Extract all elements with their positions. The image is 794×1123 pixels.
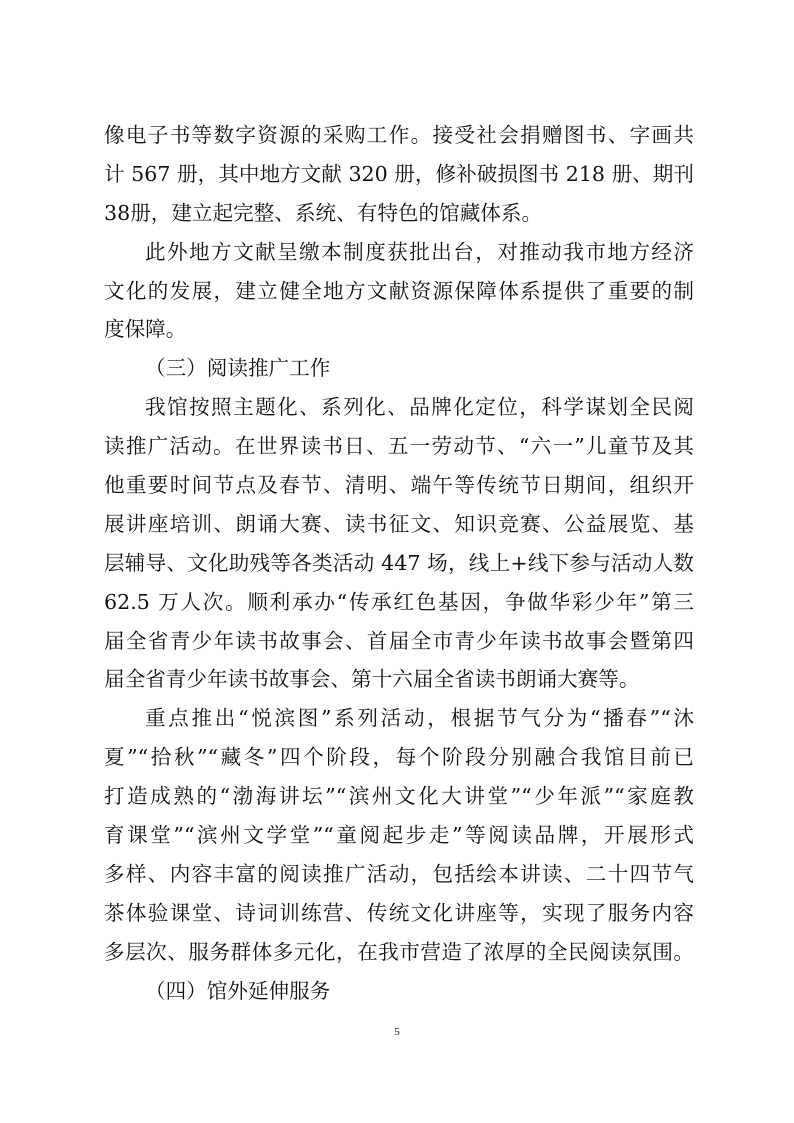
body-line: 多样、内容丰富的阅读推广活动，包括绘本讲读、二十四节气 — [104, 861, 694, 886]
body-line: 文化的发展，建立健全地方文献资源保障体系提供了重要的制 — [104, 278, 694, 303]
page-number: 5 — [394, 1026, 400, 1038]
paragraph-first-line: 此外地方文献呈缴本制度获批出台，对推动我市地方经济 — [145, 239, 694, 264]
body-line: 他重要时间节点及春节、清明、端午等传统节日期间，组织开 — [104, 473, 694, 498]
body-line: 层辅导、文化助残等各类活动 447 场，线上+线下参与活动人数 — [104, 550, 694, 575]
body-line: 62.5 万人次。顺利承办“传承红色基因，争做华彩少年”第三 — [104, 589, 694, 614]
body-line: 展讲座培训、朗诵大赛、读书征文、知识竞赛、公益展览、基 — [104, 511, 694, 536]
body-line: 度保障。 — [104, 317, 187, 342]
body-line: 多层次、服务群体多元化，在我市营造了浓厚的全民阅读氛围。 — [104, 939, 694, 964]
body-line: 届全省青少年读书故事会、首届全市青少年读书故事会暨第四 — [104, 628, 694, 653]
body-line: 38册，建立起完整、系统、有特色的馆藏体系。 — [104, 200, 543, 225]
body-line: 茶体验课堂、诗词训练营、传统文化讲座等，实现了服务内容 — [104, 900, 694, 925]
body-line: 育课堂”“滨州文学堂”“童阅起步走”等阅读品牌，开展形式 — [104, 823, 694, 848]
body-line: 打造成熟的“渤海讲坛”“滨州文化大讲堂”“少年派”“家庭教 — [104, 784, 694, 809]
body-line: 像电子书等数字资源的采购工作。接受社会捐赠图书、字画共 — [104, 123, 694, 147]
body-line: 夏”“拾秋”“藏冬”四个阶段，每个阶段分别融合我馆目前已 — [104, 745, 694, 770]
section-heading: （四）馆外延伸服务 — [145, 978, 331, 1003]
body-line: 读推广活动。在世界读书日、五一劳动节、“六一”儿童节及其 — [104, 434, 694, 459]
paragraph-first-line: 重点推出“悦滨图”系列活动，根据节气分为“播春”“沐 — [145, 706, 694, 731]
paragraph-first-line: 我馆按照主题化、系列化、品牌化定位，科学谋划全民阅 — [145, 395, 694, 420]
body-line: 计 567 册，其中地方文献 320 册，修补破损图书 218 册、期刊 — [104, 161, 694, 186]
document-body — [104, 116, 694, 1010]
body-line: 届全省青少年读书故事会、第十六届全省读书朗诵大赛等。 — [104, 667, 640, 692]
section-heading: （三）阅读推广工作 — [145, 356, 331, 381]
